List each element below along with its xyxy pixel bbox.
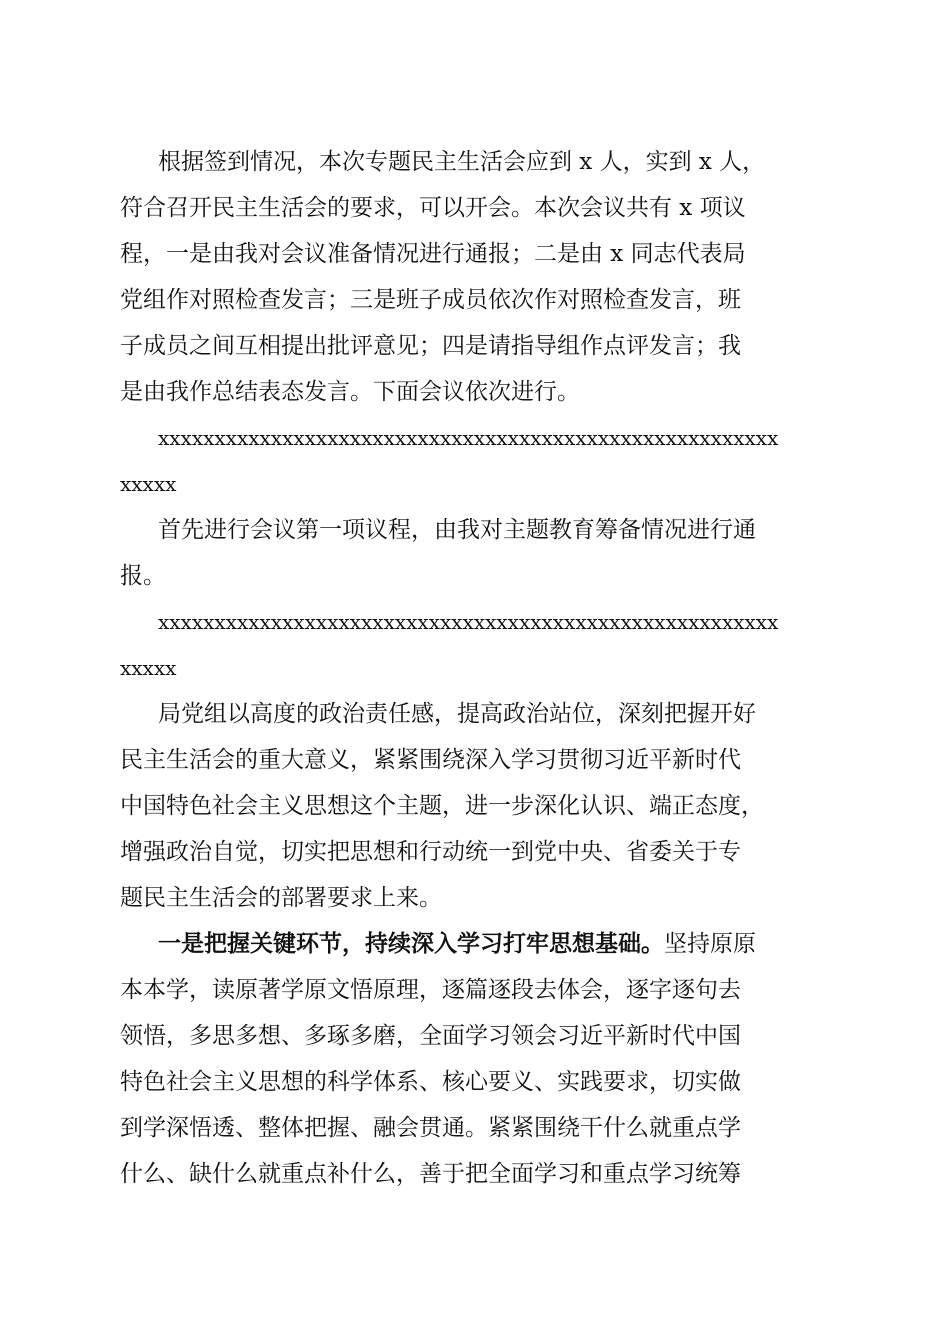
paragraph-1-line-2: 符合召开民主生活会的要求，可以开会。本次会议共有 x 项议 bbox=[120, 195, 746, 221]
placeholder-2-line-1: xxxxxxxxxxxxxxxxxxxxxxxxxxxxxxxxxxxxxxxxxxxxxxxxxxxxxxx bbox=[158, 610, 779, 634]
placeholder-2-line-2: xxxxx bbox=[120, 656, 177, 680]
paragraph-3-line-3: 中国特色社会主义思想这个主题，进一步深化认识、端正态度， bbox=[120, 793, 764, 819]
paragraph-4-heading: 一是把握关键环节，持续深入学习打牢思想基础。 bbox=[158, 930, 664, 957]
paragraph-4-line-3: 领悟，多思多想、多琢多磨，全面学习领会习近平新时代中国 bbox=[120, 1023, 741, 1049]
paragraph-4-line-4: 特色社会主义思想的科学体系、核心要义、实践要求，切实做 bbox=[120, 1069, 741, 1095]
paragraph-3-line-5: 题民主生活会的部署要求上来。 bbox=[120, 885, 442, 911]
paragraph-3-line-4: 增强政治自觉，切实把思想和行动统一到党中央、省委关于专 bbox=[120, 839, 741, 865]
placeholder-1-line-1: xxxxxxxxxxxxxxxxxxxxxxxxxxxxxxxxxxxxxxxxxxxxxxxxxxxxxxx bbox=[158, 426, 779, 450]
paragraph-2-line-1: 首先进行会议第一项议程，由我对主题教育筹备情况进行通 bbox=[158, 517, 756, 543]
placeholder-1-line-2: xxxxx bbox=[120, 472, 177, 496]
paragraph-3-line-1: 局党组以高度的政治责任感，提高政治站位，深刻把握开好 bbox=[158, 701, 756, 727]
paragraph-4-line-6: 什么、缺什么就重点补什么，善于把全面学习和重点学习统筹 bbox=[120, 1161, 741, 1187]
paragraph-4-line-5: 到学深悟透、整体把握、融会贯通。紧紧围绕干什么就重点学 bbox=[120, 1115, 741, 1141]
paragraph-1-line-1: 根据签到情况，本次专题民主生活会应到 x 人，实到 x 人， bbox=[158, 149, 766, 175]
paragraph-1-line-3: 程，一是由我对会议准备情况进行通报；二是由 x 同志代表局 bbox=[120, 241, 746, 267]
paragraph-4-line-2: 本本学，读原著学原文悟原理，逐篇逐段去体会，逐字逐句去 bbox=[120, 977, 741, 1003]
paragraph-3-line-2: 民主生活会的重大意义，紧紧围绕深入学习贯彻习近平新时代 bbox=[120, 747, 741, 773]
paragraph-4-first-rest: 坚持原原 bbox=[664, 931, 756, 957]
paragraph-2-line-2: 报。 bbox=[120, 563, 166, 589]
paragraph-1-line-5: 子成员之间互相提出批评意见；四是请指导组作点评发言；我 bbox=[120, 333, 741, 359]
paragraph-4-line-1 bbox=[158, 929, 832, 959]
paragraph-1-line-6: 是由我作总结表态发言。下面会议依次进行。 bbox=[120, 379, 580, 405]
paragraph-1-line-4: 党组作对照检查发言；三是班子成员依次作对照检查发言，班 bbox=[120, 287, 741, 313]
